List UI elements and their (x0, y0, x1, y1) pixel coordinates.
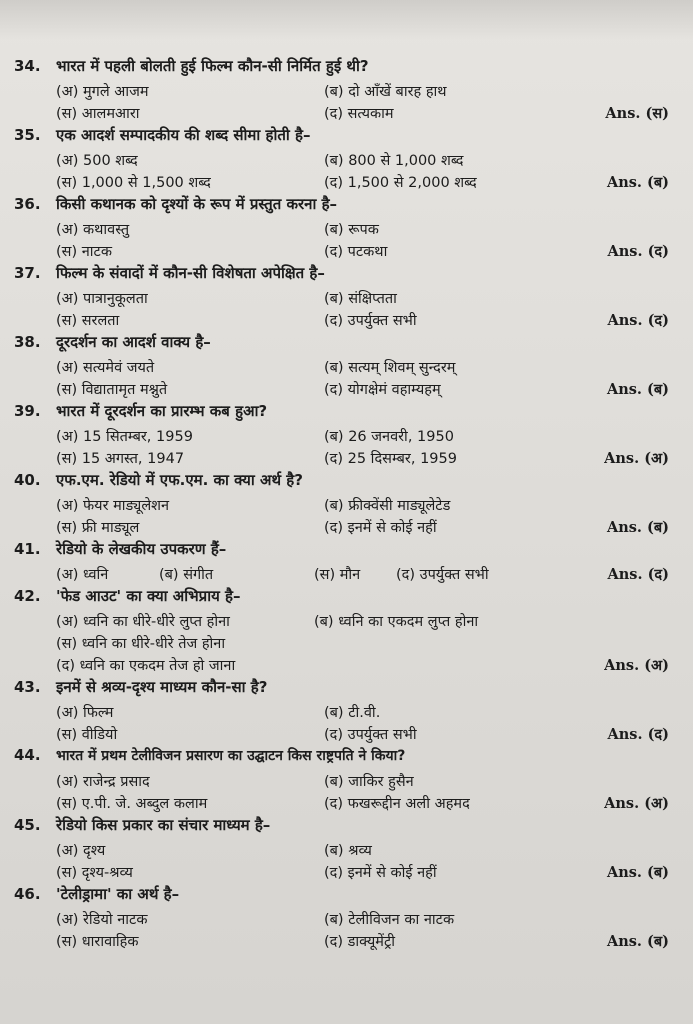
option-d: (द) डाक्यूमेंट्री (324, 934, 396, 950)
question-text: रेडियो किस प्रकार का संचार माध्यम है– (56, 816, 271, 834)
question-text: भारत में पहली बोलती हुई फिल्म कौन-सी निर्मित हुई थी? (56, 57, 369, 75)
option-b: (ब) टेलीविजन का नाटक (324, 912, 455, 928)
option-d: (द) पटकथा (324, 244, 388, 260)
answer: Ans. (ब) (606, 864, 669, 881)
question-number: 41. (14, 540, 41, 558)
question-text: इनमें से श्रव्य-दृश्य माध्यम कौन-सा है? (56, 678, 268, 696)
question-text: एक आदर्श सम्पादकीय की शब्द सीमा होती है– (56, 126, 311, 144)
question-number: 37. (14, 264, 41, 282)
option-d: (द) 1,500 से 2,000 शब्द (324, 175, 477, 191)
option-c: (स) सरलता (56, 313, 120, 329)
option-d: (द) योगक्षेमं वहाम्यहम् (324, 382, 441, 398)
answer: Ans. (स) (605, 105, 669, 122)
question-number: 42. (14, 587, 41, 605)
answer: Ans. (द) (607, 566, 669, 583)
question-44 (14, 746, 669, 815)
option-b: (ब) सत्यम् शिवम् सुन्दरम् (324, 360, 456, 376)
option-b: (ब) फ्रीक्वेंसी माड्यूलेटेड (324, 498, 451, 514)
option-d: (द) 25 दिसम्बर, 1959 (324, 451, 457, 467)
question-38 (14, 332, 669, 401)
question-text: भारत में प्रथम टेलीविजन प्रसारण का उद्घाटन किस राष्ट्रपति ने किया? (56, 748, 406, 764)
question-text: एफ.एम. रेडियो में एफ.एम. का क्या अर्थ है? (56, 471, 303, 489)
option-a: (अ) पात्रानुकूलता (56, 291, 148, 307)
question-text: फिल्म के संवादों में कौन-सी विशेषता अपेक्षित है– (56, 264, 325, 282)
question-number: 45. (14, 816, 41, 834)
option-b: (ब) 800 से 1,000 शब्द (324, 153, 464, 169)
option-d: (द) उपर्युक्त सभी (324, 727, 417, 743)
question-number: 36. (14, 195, 41, 213)
option-c: (स) 15 अगस्त, 1947 (56, 451, 185, 467)
option-d: (द) इनमें से कोई नहीं (324, 865, 437, 881)
page-top-edge (0, 0, 693, 40)
answer: Ans. (ब) (606, 381, 669, 398)
answer: Ans. (ब) (606, 174, 669, 191)
question-39 (14, 401, 669, 470)
question-37 (14, 263, 669, 332)
option-b: (ब) संगीत (159, 567, 214, 583)
option-a: (अ) सत्यमेवं जयते (56, 360, 155, 376)
question-41 (14, 539, 669, 586)
question-text: भारत में दूरदर्शन का प्रारम्भ कब हुआ? (56, 402, 268, 420)
question-34 (14, 56, 669, 125)
question-number: 35. (14, 126, 41, 144)
option-b: (ब) श्रव्य (324, 843, 372, 859)
question-number: 34. (14, 57, 41, 75)
option-a: (अ) दृश्य (56, 843, 106, 859)
question-text: 'टेलीड्रामा' का अर्थ है– (56, 885, 180, 903)
option-a: (अ) 500 शब्द (56, 153, 138, 169)
answer: Ans. (ब) (606, 933, 669, 950)
option-a: (अ) ध्वनि (56, 567, 109, 583)
option-b: (ब) रूपक (324, 222, 379, 238)
option-b: (ब) टी.वी. (324, 705, 381, 721)
option-a: (अ) कथावस्तु (56, 222, 130, 238)
option-c: (स) फ्री माड्यूल (56, 520, 140, 536)
question-number: 43. (14, 678, 41, 696)
question-number: 39. (14, 402, 41, 420)
option-c: (स) ए.पी. जे. अब्दुल कलाम (56, 796, 208, 812)
option-b: (ब) संक्षिप्तता (324, 291, 397, 307)
option-c: (स) आलमआरा (56, 106, 140, 122)
option-c: (स) दृश्य-श्रव्य (56, 865, 133, 881)
option-c: (स) ध्वनि का धीरे-धीरे तेज होना (56, 636, 226, 652)
option-a: (अ) रेडियो नाटक (56, 912, 148, 928)
answer: Ans. (अ) (604, 795, 669, 812)
option-d: (द) उपर्युक्त सभी (396, 567, 489, 583)
option-d: (द) इनमें से कोई नहीं (324, 520, 437, 536)
option-c: (स) नाटक (56, 244, 112, 260)
question-46 (14, 884, 669, 953)
option-c: (स) वीडियो (56, 727, 118, 743)
answer: Ans. (ब) (606, 519, 669, 536)
question-number: 40. (14, 471, 41, 489)
question-number: 38. (14, 333, 41, 351)
question-35 (14, 125, 669, 194)
question-42 (14, 586, 669, 677)
question-text: दूरदर्शन का आदर्श वाक्य है– (56, 333, 211, 351)
question-45 (14, 815, 669, 884)
question-number: 44. (14, 746, 41, 764)
option-a: (अ) राजेन्द्र प्रसाद (56, 774, 150, 790)
option-b: (ब) दो आँखें बारह हाथ (324, 84, 447, 100)
question-36 (14, 194, 669, 263)
option-d: (द) ध्वनि का एकदम तेज हो जाना (56, 658, 236, 674)
option-c: (स) 1,000 से 1,500 शब्द (56, 175, 211, 191)
answer: Ans. (द) (607, 243, 669, 260)
question-number: 46. (14, 885, 41, 903)
option-c: (स) विद्यातामृत मश्नुते (56, 382, 168, 398)
answer: Ans. (अ) (604, 450, 669, 467)
option-a: (अ) फिल्म (56, 705, 114, 721)
option-a: (अ) ध्वनि का धीरे-धीरे लुप्त होना (56, 614, 230, 630)
option-a: (अ) मुगले आजम (56, 84, 149, 100)
answer: Ans. (द) (607, 726, 669, 743)
question-text: रेडियो के लेखकीय उपकरण हैं– (56, 540, 227, 558)
option-c: (स) धारावाहिक (56, 934, 139, 950)
question-text: 'फेड आउट' का क्या अभिप्राय है– (56, 587, 241, 605)
option-d: (द) सत्यकाम (324, 106, 394, 122)
option-d: (द) उपर्युक्त सभी (324, 313, 417, 329)
option-a: (अ) फेयर माड्यूलेशन (56, 498, 170, 514)
question-40 (14, 470, 669, 539)
answer: Ans. (द) (607, 312, 669, 329)
option-b: (ब) जाकिर हुसैन (324, 774, 414, 790)
question-text: किसी कथानक को दृश्यों के रूप में प्रस्तुत करना है– (56, 195, 338, 213)
option-b: (ब) 26 जनवरी, 1950 (324, 429, 454, 445)
option-b: (ब) ध्वनि का एकदम लुप्त होना (314, 614, 479, 630)
option-a: (अ) 15 सितम्बर, 1959 (56, 429, 193, 445)
option-d: (द) फखरूद्दीन अली अहमद (324, 796, 470, 812)
answer: Ans. (अ) (604, 657, 669, 674)
question-43 (14, 677, 669, 746)
option-c: (स) मौन (314, 567, 361, 583)
